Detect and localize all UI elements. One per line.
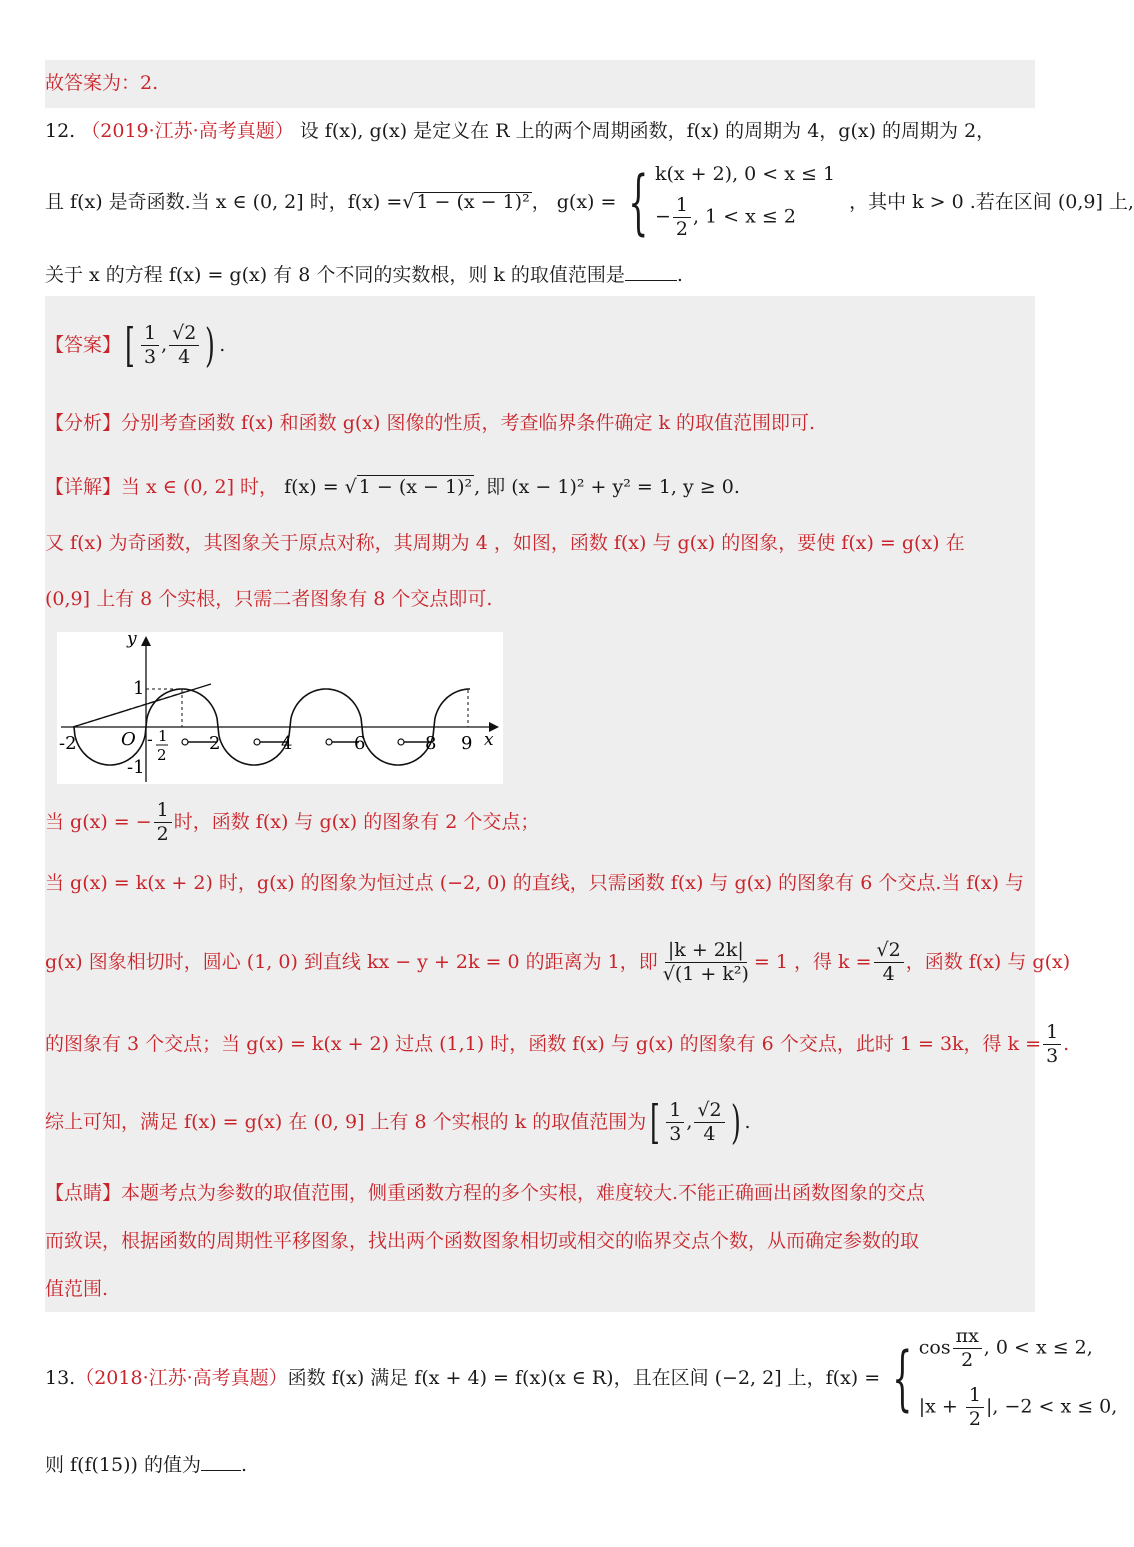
minus-half-sign: - [147,730,153,750]
left-brace-icon: { [628,161,649,243]
half-num: 1 [158,727,168,745]
detail-row [45,478,740,497]
left-brace-icon: { [892,1337,913,1419]
half-den: 2 [157,746,167,764]
frac-den: 4 [703,1122,716,1145]
case-1-a: 当 g(x) = − [45,810,152,833]
q12-line2-b: ， g(x) = [531,190,617,213]
frac-den: 2 [675,218,688,240]
question-12-line2 [45,158,1134,246]
frac-num: 1 [141,324,159,346]
q12-piece-2: − $\frac{1}{2}$ , 1 < x ≤ 2 [654,194,796,240]
previous-answer: 故答案为：2. [45,72,159,94]
frac-num: 1 [154,801,172,823]
odd-function-line: 又 f(x) 为奇函数，其图象关于原点对称，其周期为 4 ，如图，函数 f(x) 与 g(x) 的图象，要使 f(x) = g(x) 在 [45,532,965,554]
q13-piece-1 [919,1327,1118,1370]
q13-number: 13. [45,1366,76,1389]
answer-blank [625,264,677,281]
frac-den: √(1 + k²) [662,962,749,985]
question-13-ask: 则 f(f(15)) 的值为 . [45,1454,248,1476]
tick-9: 9 [461,733,473,754]
q12-piece-1: k(x + 2), 0 < x ≤ 1 [654,163,836,185]
q13-text: 函数 f(x) 满足 f(x + 4) = f(x)(x ∈ R)，且在区间 (−2, 2] 上，f(x) = [287,1366,881,1389]
q12-piecewise-g [616,161,836,243]
question-13-row [45,1322,1117,1434]
tick-2: 2 [209,733,221,754]
pass-a: 的图象有 3 个交点；当 g(x) = k(x + 2) 过点 (1,1) 时，函数 f(x) 与 g(x) 的图象有 6 个交点，此时 1 = 3k，得 k = [45,1032,1042,1055]
q13-piece-2: |x + $\frac{1}{2}$ |, −2 < x ≤ 0, [918,1384,1118,1430]
detail-formula: f(x) = √ 1 − (x − 1)² , 即 (x − 1)² + y² = 1, y ≥ 0. [284,476,740,498]
q12-line2-c: ，其中 k > 0 .若在区间 (0,9] 上, [849,190,1134,213]
answer-period: . [219,333,226,356]
prev-answer-band [45,60,1035,108]
q12-sqrt-sign: √ [402,190,415,213]
q13-piece-1-tail: , 0 < x ≤ 2, [983,1336,1093,1359]
summary-period: . [744,1110,751,1133]
detail-a: 当 x ∈ (0, 2] 时， [121,476,279,498]
analysis-label: 【分析】 [45,412,122,434]
tangent-row [45,934,1070,990]
comment-text-1: 本题考点为参数的取值范围，侧重函数方程的多个实根，难度较大.不能正确画出函数图象的交点 [121,1182,926,1204]
summary-a: 综上可知，满足 f(x) = g(x) 在 (0, 9] 上有 8 个实根的 k 的取值范围为 [45,1110,647,1133]
q12-sqrt-body: 1 − (x − 1)² [416,191,530,213]
origin-label: O [121,729,136,750]
right-paren-icon: ) [205,318,216,372]
q12-piece-2-frac [673,196,691,239]
left-bracket-icon: [ [125,318,135,372]
frac-num: |k + 2k| [665,941,747,963]
summary-row [45,1094,751,1150]
detail-label: 【详解】 [45,476,122,498]
roots-line: (0,9] 上有 8 个实根，只需二者图象有 8 个交点即可. [45,588,493,610]
question-12-line1 [45,122,995,141]
q13-piece-2-tail: , −2 < x ≤ 0, [992,1395,1118,1418]
frac-den: 2 [961,1349,974,1371]
x-label: x [484,730,494,750]
comment-line-1 [45,1184,925,1203]
frac-num: √2 [874,941,904,963]
tick-8: 8 [425,733,437,754]
answer-label: 【答案】 [45,333,122,356]
frac-den: 3 [1046,1044,1059,1067]
q13-cos: cos [918,1336,951,1359]
q12-line2-a: 且 f(x) 是奇函数.当 x ∈ (0, 2] 时，f(x) = [45,190,403,213]
case-1-row [45,800,539,844]
frac-den: 4 [882,962,895,985]
q12-source: （2019·江苏·高考真题） [81,120,294,142]
analysis-row [45,414,815,433]
analysis-text: 分别考查函数 f(x) 和函数 g(x) 图像的性质，考查临界条件确定 k 的取值范围即可. [121,412,816,434]
frac-num: 1 [966,1386,984,1408]
left-bracket-icon: [ [650,1095,661,1149]
comment-line-2: 而致误，根据函数的周期性平移图象，找出两个函数图象相切或相交的临界交点个数，从而确定参数的取 [45,1230,920,1252]
q12-line1-text: 设 f(x), g(x) 是定义在 R 上的两个周期函数，f(x) 的周期为 4，g(x) 的周期为 2， [299,120,996,142]
answer-row [45,318,225,372]
q13-ask-text: 则 f(f(15)) 的值为 [45,1454,201,1476]
frac-num: πx [953,1327,982,1349]
answer-blank [201,1454,241,1471]
tick--2: -2 [59,733,77,754]
frac-num: 1 [666,1101,684,1123]
frac-den: 4 [178,345,191,368]
frac-den: 2 [156,822,169,845]
q13-source: （2018·江苏·高考真题） [75,1366,288,1389]
right-paren-icon: ) [730,1095,741,1149]
detail-c: , 即 (x − 1)² + y² = 1, y ≥ 0. [474,476,740,498]
case-1-b: 时，函数 f(x) 与 g(x) 的图象有 2 个交点； [173,810,540,833]
tick--1: -1 [127,757,145,778]
tick-6: 6 [354,733,366,754]
case-2-row: 当 g(x) = k(x + 2) 时，g(x) 的图象为恒过点 (−2, 0) 的直线，只需函数 f(x) 与 g(x) 的图象有 6 个交点.当 f(x) 与 [45,872,1025,894]
detail-b: f(x) = [284,476,345,498]
tick-4: 4 [281,733,293,754]
function-graph [57,629,503,784]
frac-den: 3 [669,1122,682,1145]
q12-piece-2-tail: , 1 < x ≤ 2 [692,205,796,228]
summary-interval: $\frac{1}{3}$ , $\frac{√2}{4}$ [664,1101,726,1144]
frac-den: 3 [143,345,157,368]
tangent-c: ，函数 f(x) 与 g(x) [905,950,1071,973]
tangent-b: = 1 ，得 k = [753,950,872,973]
detail-sqrt: 1 − (x − 1)² [358,476,473,498]
question-12-line3: 关于 x 的方程 f(x) = g(x) 有 8 个不同的实数根，则 k 的取值范围是 . [45,264,683,286]
tangent-a: g(x) 图象相切时，圆心 (1, 0) 到直线 kx − y + 2k = 0 的距离为 1，即 [45,950,658,973]
y-label: y [127,629,137,649]
q13-abs-body: x + [925,1395,964,1418]
frac-den: 2 [968,1408,981,1430]
frac-num: 1 [673,196,691,218]
answer-interval: $\frac{1}{3}$ , $\frac{√2}{4}$ [139,324,201,367]
comment-label: 【点睛】 [45,1182,122,1204]
comment-line-3: 值范围. [45,1278,109,1300]
q12-number: 12. [45,120,76,142]
pass-point-row: 的图象有 3 个交点；当 g(x) = k(x + 2) 过点 (1,1) 时，函数 f(x) 与 g(x) 的图象有 6 个交点，此时 1 = 3k，得 k = $\frac{1}{3}$ . [45,1020,1070,1067]
q12-line3-text: 关于 x 的方程 f(x) = g(x) 有 8 个不同的实数根，则 k 的取值范围是 [45,264,625,286]
q13-piecewise-f [880,1327,1117,1429]
frac-num: √2 [169,324,199,346]
tick-1: 1 [133,678,145,699]
frac-num: 1 [1043,1023,1061,1045]
frac-num: √2 [694,1101,724,1123]
